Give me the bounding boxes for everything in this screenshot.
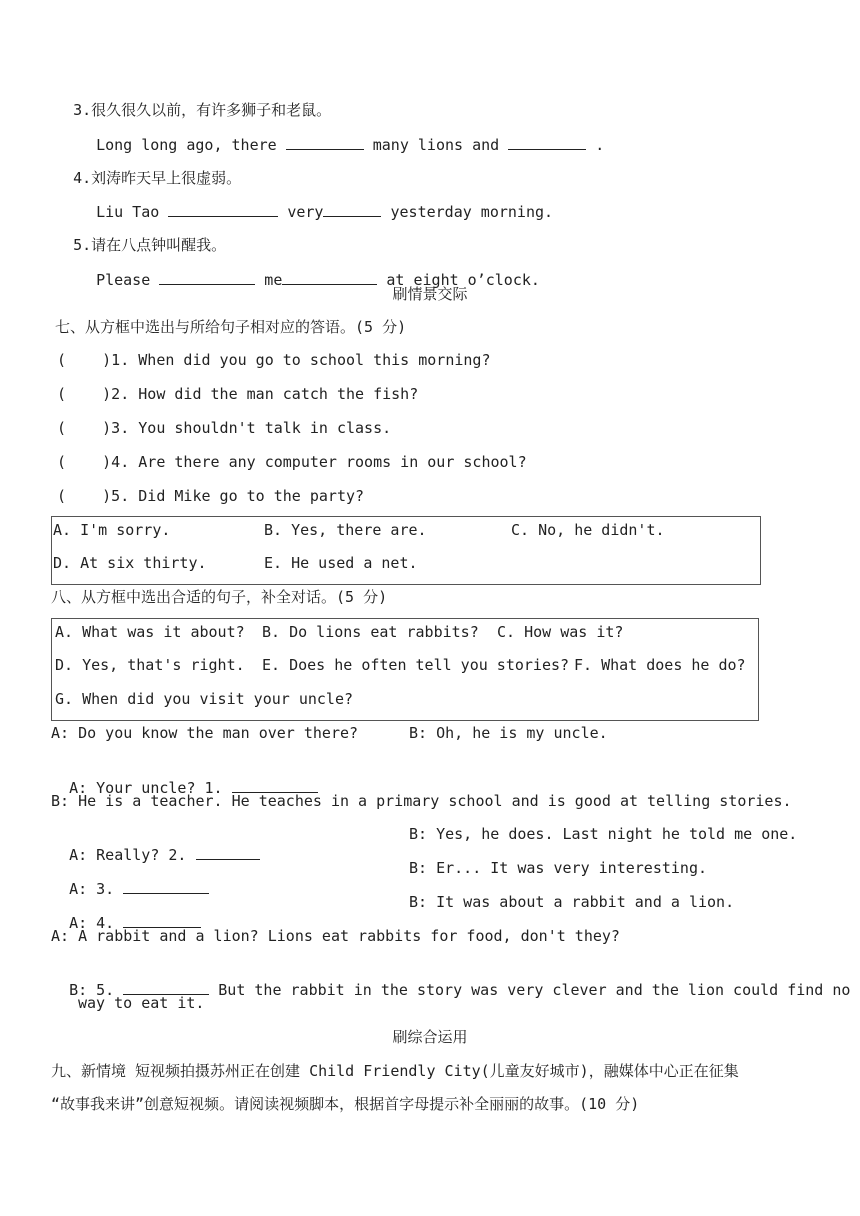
dialogue-line: A: A rabbit and a lion? Lions eat rabbits for food, don't they? [51, 927, 620, 945]
option-item: E. He used a net. [264, 554, 418, 572]
option-item: B. Do lions eat rabbits? [262, 623, 479, 641]
dialogue-line: A: Really? 2. [51, 824, 260, 865]
answer-blank[interactable] [282, 269, 377, 285]
dialogue-line: B: He is a teacher. He teaches in a primary school and is good at telling stories. [51, 792, 792, 810]
answer-blank[interactable] [323, 201, 381, 217]
question-item: ( )4. Are there any computer rooms in our school? [57, 453, 527, 471]
dialogue-line: A: Your uncle? 1. [51, 757, 318, 798]
answer-blank[interactable] [508, 134, 586, 150]
dialogue-line: A: 4. [51, 892, 201, 933]
dialogue-line: A: 3. [51, 858, 209, 899]
dialogue-line: A: Do you know the man over there? [51, 724, 359, 742]
section-8-title: 八、从方框中选出合适的句子，补全对话。(5 分) [51, 588, 388, 606]
option-item: C. No, he didn't. [511, 521, 665, 539]
dialogue-line: B: Yes, he does. Last night he told me one. [409, 825, 798, 843]
question-item: ( )5. Did Mike go to the party? [57, 487, 365, 505]
answer-blank[interactable] [286, 134, 364, 150]
item-4-chinese: 4.刘涛昨天早上很虚弱。 [73, 169, 242, 187]
option-item: D. At six thirty. [53, 554, 207, 572]
item-5-chinese: 5.请在八点钟叫醒我。 [73, 236, 227, 254]
question-item: ( )1. When did you go to school this morning? [57, 351, 491, 369]
dialogue-line: way to eat it. [78, 994, 205, 1012]
option-item: A. I'm sorry. [53, 521, 171, 539]
section-heading: 刷综合运用 [392, 1028, 468, 1046]
item-3-english: Long long ago, there many lions and . [96, 136, 605, 154]
dialogue-line: B: It was about a rabbit and a lion. [409, 893, 735, 911]
section-heading: 刷情景交际 [392, 285, 468, 303]
question-item: ( )2. How did the man catch the fish? [57, 385, 419, 403]
option-item: E. Does he often tell you stories? [262, 656, 570, 674]
dialogue-line: B: Oh, he is my uncle. [409, 724, 608, 742]
option-item: A. What was it about? [55, 623, 245, 641]
section-9-title: 九、新情境 短视频拍摄苏州正在创建 Child Friendly City(儿童友好城市)，融媒体中心正在征集 [51, 1062, 739, 1080]
item-3-chinese: 3.很久很久以前，有许多狮子和老鼠。 [73, 101, 332, 119]
option-item: F. What does he do? [574, 656, 746, 674]
dialogue-line: B: Er... It was very interesting. [409, 859, 708, 877]
dialogue-line: B: 5. But the rabbit in the story was very clever and the lion could find no [69, 981, 851, 999]
option-item: B. Yes, there are. [264, 521, 427, 539]
answer-blank[interactable] [159, 269, 255, 285]
item-5-english: Please me at eight o’clock. [96, 271, 540, 289]
option-item: G. When did you visit your uncle? [55, 690, 354, 708]
section-7-title: 七、从方框中选出与所给句子相对应的答语。(5 分) [55, 318, 407, 336]
section-9-instructions: “故事我来讲”创意短视频。请阅读视频脚本，根据首字母提示补全丽丽的故事。(10 分) [51, 1095, 640, 1113]
option-item: D. Yes, that's right. [55, 656, 245, 674]
item-4-english: Liu Tao very yesterday morning. [96, 203, 554, 221]
question-item: ( )3. You shouldn't talk in class. [57, 419, 392, 437]
option-item: C. How was it? [497, 623, 624, 641]
